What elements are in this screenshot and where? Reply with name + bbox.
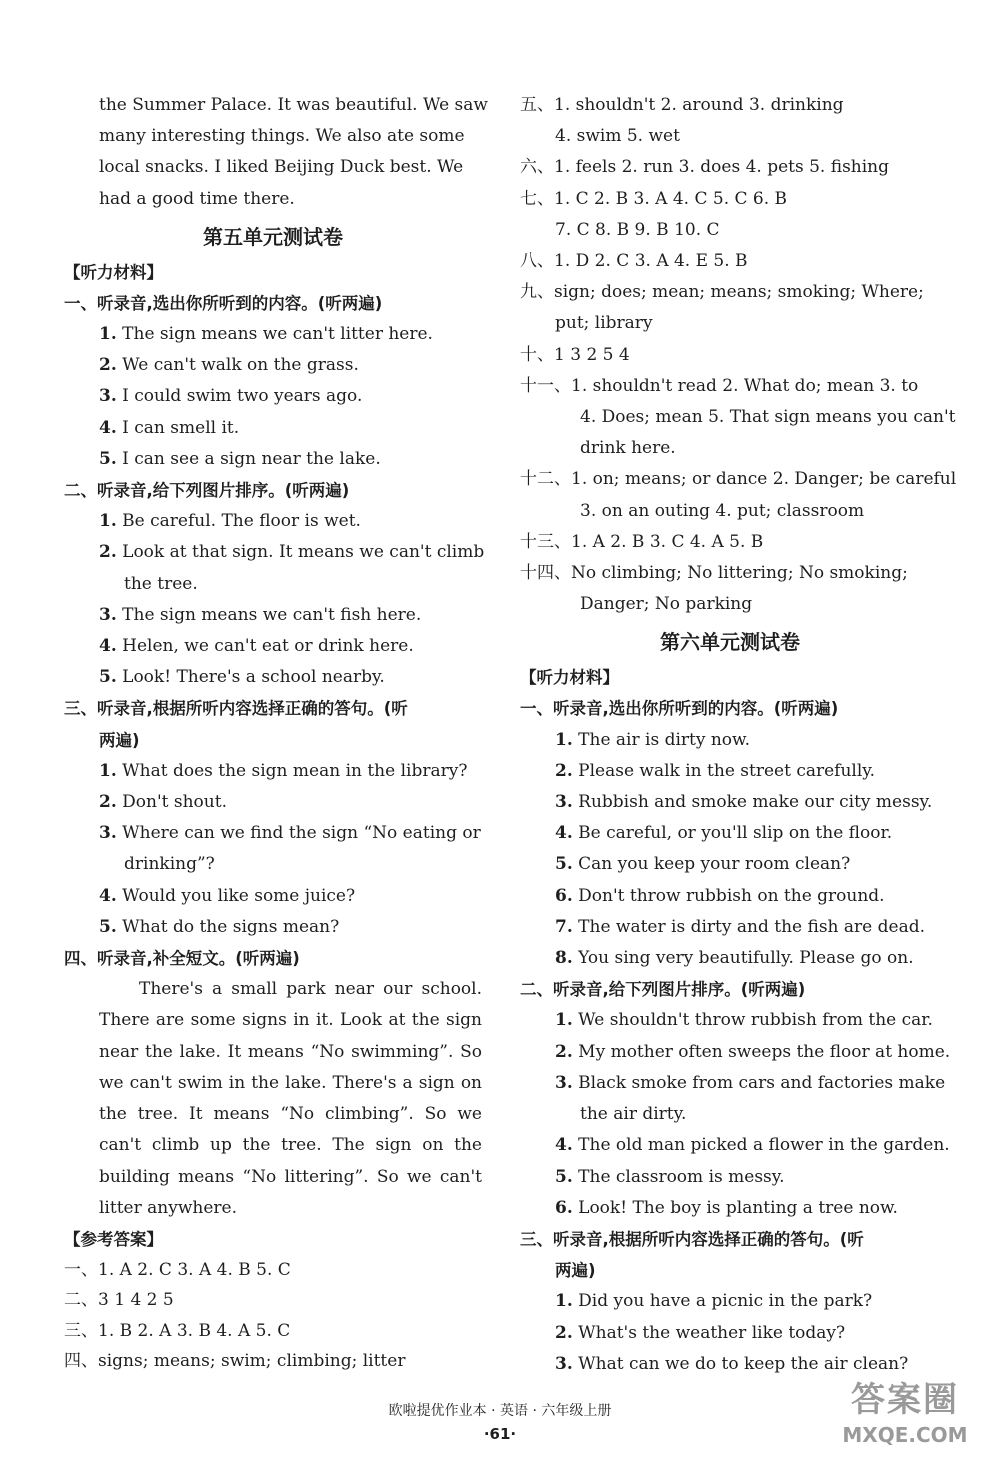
item-number: 1.	[99, 511, 117, 532]
item-text: Please walk in the street carefully.	[578, 760, 876, 781]
answer-group	[520, 184, 940, 215]
item-number: 2.	[555, 1041, 573, 1062]
list-item	[520, 756, 940, 787]
item-number: 6.	[555, 1197, 573, 1218]
answer-group	[520, 340, 940, 371]
list-item	[520, 1286, 940, 1317]
page-number: ·61·	[483, 1425, 517, 1443]
item-text: Where can we find the sign “No eating or	[122, 823, 481, 844]
item-text: I could swim two years ago.	[122, 386, 363, 407]
listening-material-label: 【听力材料】	[64, 262, 163, 282]
item-text: The water is dirty and the fish are dead.	[578, 916, 925, 937]
list-item	[64, 818, 482, 849]
item-text: Look at that sign. It means we can't climb	[122, 542, 485, 563]
item-text: What do the signs mean?	[122, 916, 340, 937]
item-number: 4.	[555, 823, 573, 844]
list-item	[520, 1193, 940, 1224]
item-text: The classroom is messy.	[578, 1166, 785, 1187]
item-number: 2.	[99, 542, 117, 563]
list-item	[520, 725, 940, 756]
answer-label: 九、	[520, 282, 554, 303]
list-item	[520, 818, 940, 849]
list-item	[64, 787, 482, 818]
item-text: I can smell it.	[122, 417, 240, 438]
item-number: 8.	[555, 948, 573, 969]
list-item-continuation: the tree.	[124, 573, 198, 594]
list-item	[64, 506, 482, 537]
item-number: 3.	[555, 792, 573, 813]
list-item	[520, 1005, 940, 1036]
item-number: 3.	[99, 386, 117, 407]
item-text: The air is dirty now.	[578, 729, 750, 750]
list-item-continuation: the air dirty.	[580, 1104, 687, 1125]
item-number: 5.	[99, 448, 117, 469]
passage-paragraph: There's a small park near our school. There are some signs in it. Look at the sign near the lake. It means “No swimming”. So we can't swim in the lake. There's a sign on the tree. It means “No climbing”. So we can't climb up the tree. The sign on the building means “No littering”. So we can't litter anywhere.	[99, 979, 482, 1218]
item-text: Would you like some juice?	[122, 885, 356, 906]
list-item	[64, 912, 482, 943]
item-text: We shouldn't throw rubbish from the car.	[578, 1010, 933, 1031]
item-text: Look! There's a school nearby.	[122, 667, 385, 688]
item-text: Black smoke from cars and factories make	[578, 1072, 946, 1093]
item-text: The sign means we can't litter here.	[122, 324, 433, 345]
item-text: Did you have a picnic in the park?	[578, 1291, 873, 1312]
item-number: 4.	[99, 636, 117, 657]
item-number: 2.	[99, 355, 117, 376]
list-item	[64, 350, 482, 381]
section-heading: 一、听录音,选出你所听到的内容。(听两遍)	[64, 293, 383, 313]
list-item	[64, 319, 482, 350]
answer-text: 1. D 2. C 3. A 4. E 5. B	[554, 251, 748, 272]
right-column	[520, 90, 957, 1380]
item-text: What does the sign mean in the library?	[122, 760, 468, 781]
list-item	[520, 943, 940, 974]
answer-text: 1. feels 2. run 3. does 4. pets 5. fishing	[554, 157, 890, 178]
answer-continuation: drink here.	[580, 438, 676, 459]
site-watermark	[820, 1378, 990, 1466]
unit-5-title: 第五单元测试卷	[203, 224, 343, 249]
list-item	[64, 662, 482, 693]
list-item	[64, 600, 482, 631]
answer-label: 七、	[520, 188, 554, 209]
section-heading-continuation: 两遍)	[99, 730, 140, 750]
item-number: 4.	[99, 417, 117, 438]
item-number: 7.	[555, 916, 573, 937]
list-item	[64, 881, 482, 912]
answer-text: No climbing; No littering; No smoking;	[571, 563, 908, 584]
item-text: Rubbish and smoke make our city messy.	[578, 792, 933, 813]
book-footer: 欧啦提优作业本 · 英语 · 六年级上册	[388, 1403, 612, 1419]
answer-group	[520, 558, 940, 589]
list-item	[64, 381, 482, 412]
intro-line: many interesting things. We also ate some	[99, 126, 465, 147]
item-text: I can see a sign near the lake.	[122, 448, 381, 469]
unit-6-title: 第六单元测试卷	[660, 630, 800, 655]
item-text: My mother often sweeps the floor at home.	[578, 1041, 951, 1062]
list-item	[64, 631, 482, 662]
list-item	[520, 1037, 951, 1068]
item-text: You sing very beautifully. Please go on.	[578, 948, 914, 969]
list-item	[520, 787, 940, 818]
section-heading: 三、听录音,根据所听内容选择正确的答句。(听	[64, 699, 408, 719]
item-text: We can't walk on the grass.	[122, 355, 359, 376]
watermark-logo-text: 答案圈	[851, 1380, 959, 1420]
item-number: 2.	[555, 760, 573, 781]
list-item	[520, 1162, 940, 1193]
item-number: 4.	[99, 885, 117, 906]
item-number: 2.	[555, 1322, 573, 1343]
answer-text: 1. on; means; or dance 2. Danger; be careful	[571, 469, 957, 490]
section-heading: 一、听录音,选出你所听到的内容。(听两遍)	[520, 699, 839, 719]
reference-answers-label: 【参考答案】	[64, 1229, 163, 1249]
item-number: 5.	[555, 1166, 573, 1187]
list-item	[520, 1349, 940, 1380]
answer-label: 十二、	[520, 469, 571, 490]
item-number: 3.	[99, 604, 117, 625]
answer-continuation: Danger; No parking	[580, 594, 753, 615]
list-item	[520, 881, 940, 912]
list-item	[64, 444, 482, 475]
item-text: Can you keep your room clean?	[578, 854, 851, 875]
list-item	[64, 413, 482, 444]
list-item	[520, 849, 940, 880]
item-number: 3.	[555, 1072, 573, 1093]
item-number: 1.	[99, 324, 117, 345]
answer-label: 十三、	[520, 531, 571, 552]
list-item	[520, 1130, 950, 1161]
answer-label: 八、	[520, 251, 554, 272]
list-item	[64, 537, 485, 568]
answer-line: 三、1. B 2. A 3. B 4. A 5. C	[64, 1320, 291, 1341]
answer-continuation: 4. Does; mean 5. That sign means you can't	[580, 407, 956, 428]
item-text: Be careful. The floor is wet.	[122, 511, 361, 532]
item-number: 2.	[99, 792, 117, 813]
answer-label: 六、	[520, 157, 554, 178]
item-text: The sign means we can't fish here.	[122, 604, 422, 625]
section-heading: 四、听录音,补全短文。(听两遍)	[64, 949, 300, 969]
item-text: Look! The boy is planting a tree now.	[578, 1197, 898, 1218]
section-heading: 二、听录音,给下列图片排序。(听两遍)	[64, 481, 350, 501]
item-text: Don't throw rubbish on the ground.	[578, 885, 885, 906]
answer-group	[520, 527, 940, 558]
answer-text: 1 3 2 5 4	[554, 344, 630, 365]
item-text: What can we do to keep the air clean?	[578, 1353, 909, 1374]
answer-line: 四、signs; means; swim; climbing; litter	[64, 1351, 406, 1372]
intro-line: local snacks. I liked Beijing Duck best. We	[99, 157, 464, 178]
answer-group	[520, 246, 940, 277]
answer-continuation: 4. swim 5. wet	[555, 126, 680, 147]
answer-group	[520, 371, 940, 402]
answer-label: 十一、	[520, 375, 571, 396]
answer-text: 1. shouldn't 2. around 3. drinking	[554, 95, 844, 115]
item-number: 1.	[555, 729, 573, 750]
item-number: 4.	[555, 1135, 573, 1156]
answer-group	[520, 277, 940, 308]
answer-label: 十四、	[520, 563, 571, 584]
answer-text: sign; does; mean; means; smoking; Where;	[554, 282, 924, 303]
item-text: The old man picked a flower in the garden.	[578, 1135, 950, 1156]
list-item	[64, 756, 482, 787]
answer-continuation: 3. on an outing 4. put; classroom	[580, 500, 865, 521]
item-number: 5.	[99, 916, 117, 937]
list-item	[520, 1318, 940, 1349]
answer-line: 一、1. A 2. C 3. A 4. B 5. C	[64, 1259, 291, 1280]
intro-line: the Summer Palace. It was beautiful. We saw	[99, 95, 488, 115]
answer-continuation: 7. C 8. B 9. B 10. C	[555, 219, 720, 240]
section-heading: 三、听录音,根据所听内容选择正确的答句。(听	[520, 1229, 864, 1249]
item-text: What's the weather like today?	[578, 1322, 846, 1343]
answer-group	[520, 90, 940, 121]
answer-text: 1. C 2. B 3. A 4. C 5. C 6. B	[554, 188, 788, 209]
intro-line: had a good time there.	[99, 188, 295, 209]
list-item	[520, 1068, 946, 1099]
item-number: 1.	[555, 1291, 573, 1312]
item-number: 1.	[99, 760, 117, 781]
item-text: Be careful, or you'll slip on the floor.	[578, 823, 893, 844]
list-item	[520, 912, 940, 943]
list-item-continuation: drinking”?	[124, 854, 215, 875]
answer-text: 1. shouldn't read 2. What do; mean 3. to	[571, 375, 919, 396]
item-number: 3.	[555, 1353, 573, 1374]
answer-group	[520, 152, 940, 183]
item-number: 5.	[99, 667, 117, 688]
section-heading: 二、听录音,给下列图片排序。(听两遍)	[520, 980, 806, 1000]
item-text: Don't shout.	[122, 792, 227, 813]
section-heading-continuation: 两遍)	[555, 1261, 596, 1281]
watermark-url: MXQE.COM	[842, 1423, 968, 1447]
answer-line: 二、3 1 4 2 5	[64, 1290, 174, 1311]
item-number: 5.	[555, 854, 573, 875]
answer-text: 1. A 2. B 3. C 4. A 5. B	[571, 531, 764, 552]
listening-material-label: 【听力材料】	[520, 668, 619, 688]
item-text: Helen, we can't eat or drink here.	[122, 636, 414, 657]
item-number: 1.	[555, 1010, 573, 1031]
answer-continuation: put; library	[555, 313, 653, 334]
answer-label: 十、	[520, 344, 554, 365]
item-number: 3.	[99, 823, 117, 844]
left-column	[64, 90, 488, 1377]
answer-group	[520, 464, 957, 495]
item-number: 6.	[555, 885, 573, 906]
answer-label: 五、	[520, 95, 554, 115]
